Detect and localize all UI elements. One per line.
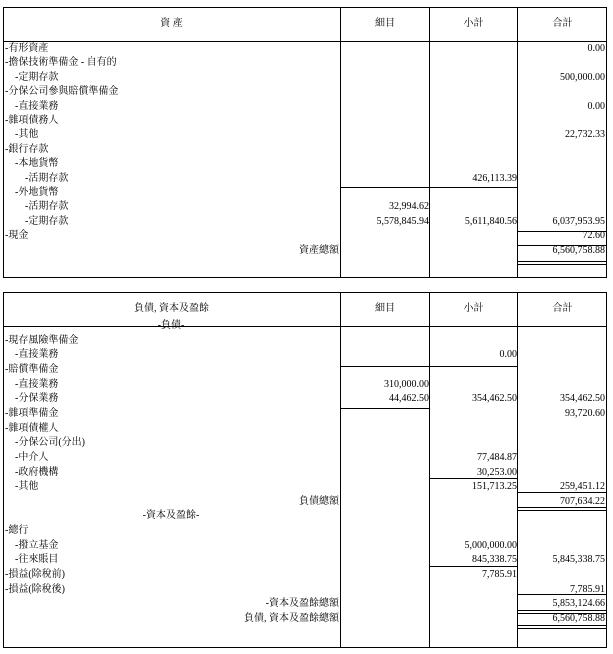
row-label: -損益(除稅前) <box>5 569 65 581</box>
table-row <box>3 495 607 509</box>
header-item: 負債, 資本及盈餘 <box>134 303 209 314</box>
table-row <box>3 100 607 114</box>
assets-table <box>3 7 607 278</box>
row-total-value: 93,720.60 <box>565 407 605 419</box>
table-row <box>3 392 607 406</box>
table-row <box>3 378 607 392</box>
row-label: -直接業務 <box>15 100 59 112</box>
row-subtotal-value: 426,113.39 <box>472 172 517 184</box>
row-label: -政府機構 <box>15 466 59 478</box>
row-label: -資本及盈餘總額 <box>265 598 339 610</box>
row-label: -雜項債務人 <box>5 115 59 126</box>
row-total-value: 500,000.00 <box>560 71 605 83</box>
table-row <box>3 244 607 258</box>
table-row <box>3 229 607 243</box>
total-underline <box>518 245 607 246</box>
row-detail-value: 44,462.50 <box>389 393 429 405</box>
row-label: 負債, 資本及盈餘總額 <box>244 613 339 624</box>
row-total-value: 354,462.50 <box>560 393 605 405</box>
row-label: -往來賬目 <box>15 554 59 566</box>
row-total-value: 0.00 <box>587 43 605 54</box>
row-label: -擔保技術準備金 - 自有的 <box>5 57 117 69</box>
row-total-value: 22,732.33 <box>565 129 605 141</box>
subtotal-underline <box>430 566 517 567</box>
row-label: -銀行存款 <box>5 143 49 155</box>
total-underline <box>518 492 607 493</box>
table-row <box>3 407 607 421</box>
table-row <box>3 612 607 626</box>
subtotal-underline <box>341 366 517 367</box>
row-subtotal-value: 30,253.00 <box>477 466 517 478</box>
table-row <box>3 539 607 553</box>
header-detail: 細目 <box>375 18 395 29</box>
row-label: -其他 <box>15 129 39 141</box>
row-label: -撥立基金 <box>15 539 59 551</box>
subtotal-underline <box>430 478 517 479</box>
row-total-value: 707,634.22 <box>560 495 605 507</box>
row-total-value: 7,785.91 <box>570 583 605 595</box>
row-subtotal-value: 5,000,000.00 <box>464 539 517 551</box>
row-total-value: 72.60 <box>582 230 605 242</box>
table-row <box>3 215 607 229</box>
table-row <box>3 334 607 348</box>
table-row <box>3 348 607 362</box>
row-total-value: 259,451.12 <box>560 481 605 493</box>
row-label: -分保公司(分出) <box>15 437 85 449</box>
row-label: -雜項準備金 <box>5 407 59 419</box>
header-subtotal: 小計 <box>463 303 484 314</box>
row-subtotal-value: 77,484.87 <box>477 451 517 463</box>
row-label: -其他 <box>15 481 39 493</box>
row-subtotal-value: 5,611,840.56 <box>464 215 517 227</box>
row-label: -總行 <box>5 525 29 537</box>
header-total: 合計 <box>552 303 573 314</box>
liabilities-table <box>3 292 607 648</box>
row-total-value: 6,560,758.88 <box>552 244 605 256</box>
total-underline <box>518 594 607 595</box>
row-label: -損益(除稅後) <box>5 583 65 595</box>
row-detail-value: 32,994.62 <box>389 201 429 213</box>
table-row <box>3 509 607 523</box>
table-row <box>3 128 607 142</box>
row-label: -賠償準備金 <box>5 363 59 375</box>
row-total-value: 5,845,338.75 <box>552 554 605 566</box>
row-subtotal-value: 354,462.50 <box>472 393 517 405</box>
row-total-value: 6,560,758.88 <box>552 613 605 624</box>
row-subtotal-value: 845,338.75 <box>472 554 517 566</box>
row-total-value: 5,853,124.66 <box>552 598 605 610</box>
table-row <box>3 568 607 582</box>
table-row <box>3 56 607 70</box>
subtotal-underline <box>341 187 517 188</box>
row-label: -直接業務 <box>15 349 59 361</box>
row-detail-value: 310,000.00 <box>384 378 429 390</box>
header-detail: 細目 <box>375 303 395 314</box>
row-subtotal-value: 0.00 <box>499 349 517 361</box>
row-label: -雜項債權人 <box>5 422 59 434</box>
row-subtotal-value: 7,785.91 <box>482 569 517 581</box>
table-row <box>3 583 607 597</box>
table-row <box>3 422 607 436</box>
row-label: -中介人 <box>15 451 49 463</box>
row-detail-value: 5,578,845.94 <box>376 215 429 227</box>
header-total: 合計 <box>552 18 573 29</box>
row-label: -有形資產 <box>5 43 49 54</box>
total-double-underline <box>518 610 607 614</box>
grand-total-double-underline <box>518 261 607 265</box>
table-row <box>3 42 607 56</box>
row-subtotal-value: 151,713.25 <box>472 481 517 493</box>
table-row <box>3 172 607 186</box>
row-label: -分保公司參與賠償準備金 <box>5 86 119 98</box>
row-label: -現存風險準備金 <box>5 334 79 346</box>
row-total-value: 6,037,953.95 <box>552 215 605 227</box>
table-row <box>3 71 607 85</box>
row-label: -直接業務 <box>15 378 59 390</box>
table-row <box>3 319 607 333</box>
row-label: -定期存款 <box>15 71 59 83</box>
table-row <box>3 143 607 157</box>
header-subtotal: 小計 <box>463 18 484 29</box>
row-total-value: 0.00 <box>587 100 605 112</box>
row-label: -現金 <box>5 230 29 242</box>
row-label: -資本及盈餘- <box>142 510 200 522</box>
row-label: -本地貨幣 <box>15 158 59 170</box>
table-row <box>3 186 607 200</box>
row-label: -外地貨幣 <box>15 187 59 198</box>
table-row <box>3 597 607 611</box>
row-label: 負債總額 <box>299 495 339 507</box>
total-underline <box>518 231 607 232</box>
row-label: -活期存款 <box>25 172 69 184</box>
table-row <box>3 436 607 450</box>
row-label: -定期存款 <box>25 215 69 227</box>
table-row <box>3 480 607 494</box>
table-row <box>3 157 607 171</box>
row-label: -活期存款 <box>25 201 69 213</box>
table-row <box>3 114 607 128</box>
grand-total-double-underline <box>518 625 607 629</box>
row-label: -負債- <box>157 320 185 331</box>
row-label: -分保業務 <box>15 393 59 405</box>
detail-underline <box>341 408 429 409</box>
row-label: 資產總額 <box>299 244 339 256</box>
table-row <box>3 451 607 465</box>
header-item: 資 產 <box>160 18 183 29</box>
table-row <box>3 524 607 538</box>
table-row <box>3 200 607 214</box>
total-double-underline <box>518 507 607 511</box>
table-row <box>3 85 607 99</box>
